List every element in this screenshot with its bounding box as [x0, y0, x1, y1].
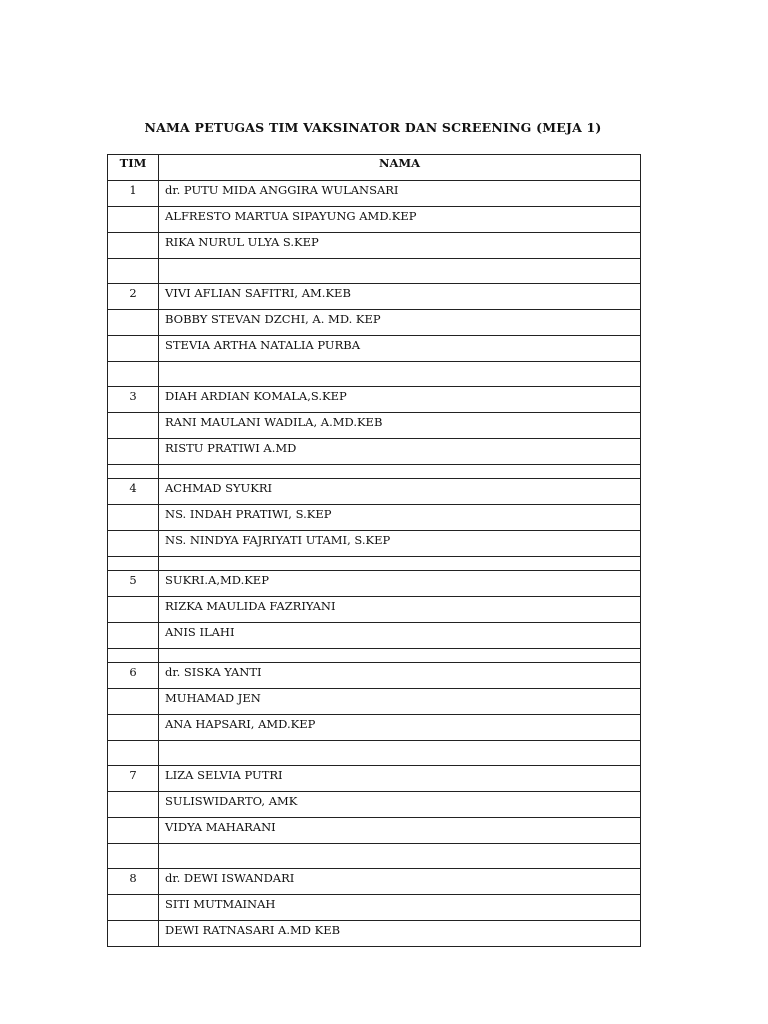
- empty-cell: [108, 741, 159, 766]
- table-row: [108, 921, 641, 947]
- table-header-row: [108, 155, 641, 181]
- empty-cell: [159, 362, 641, 387]
- table-row: [108, 439, 641, 465]
- table-row: [108, 715, 641, 741]
- table-row: [108, 505, 641, 531]
- roster-body: [108, 181, 641, 947]
- table-row: [108, 895, 641, 921]
- member-name: RIKA NURUL ULYA S.KEP: [159, 233, 641, 259]
- empty-cell: [159, 844, 641, 869]
- member-name: NS. NINDYA FAJRIYATI UTAMI, S.KEP: [159, 531, 641, 557]
- empty-cell: [108, 557, 159, 571]
- member-name: dr. DEWI ISWANDARI: [159, 869, 641, 895]
- team-number: 4: [108, 479, 159, 505]
- table-row: [108, 792, 641, 818]
- team-number: 1: [108, 181, 159, 207]
- column-header-nama: NAMA: [159, 155, 641, 181]
- team-number: 2: [108, 284, 159, 310]
- empty-cell: [159, 741, 641, 766]
- member-name: VIVI AFLIAN SAFITRI, AM.KEB: [159, 284, 641, 310]
- empty-cell: [108, 818, 159, 844]
- empty-cell: [108, 207, 159, 233]
- member-name: SUKRI.A,MD.KEP: [159, 571, 641, 597]
- table-row: [108, 663, 641, 689]
- member-name: dr. SISKA YANTI: [159, 663, 641, 689]
- member-name: ACHMAD SYUKRI: [159, 479, 641, 505]
- table-row: [108, 310, 641, 336]
- empty-cell: [108, 844, 159, 869]
- table-row: [108, 413, 641, 439]
- table-row: [108, 207, 641, 233]
- table-row: [108, 181, 641, 207]
- table-row: [108, 623, 641, 649]
- table-row: [108, 766, 641, 792]
- table-row: [108, 387, 641, 413]
- empty-cell: [108, 439, 159, 465]
- separator-row: [108, 362, 641, 387]
- empty-cell: [108, 895, 159, 921]
- empty-cell: [108, 336, 159, 362]
- separator-row: [108, 557, 641, 571]
- member-name: LIZA SELVIA PUTRI: [159, 766, 641, 792]
- empty-cell: [108, 623, 159, 649]
- member-name: DEWI RATNASARI A.MD KEB: [159, 921, 641, 947]
- separator-row: [108, 259, 641, 284]
- member-name: ALFRESTO MARTUA SIPAYUNG AMD.KEP: [159, 207, 641, 233]
- table-row: [108, 689, 641, 715]
- empty-cell: [108, 649, 159, 663]
- empty-cell: [159, 465, 641, 479]
- separator-row: [108, 465, 641, 479]
- separator-row: [108, 649, 641, 663]
- document-title: NAMA PETUGAS TIM VAKSINATOR DAN SCREENING (MEJA 1): [144, 120, 602, 135]
- table-row: [108, 233, 641, 259]
- member-name: STEVIA ARTHA NATALIA PURBA: [159, 336, 641, 362]
- team-number: 5: [108, 571, 159, 597]
- member-name: BOBBY STEVAN DZCHI, A. MD. KEP: [159, 310, 641, 336]
- column-header-tim: TIM: [108, 155, 159, 181]
- table-row: [108, 479, 641, 505]
- empty-cell: [108, 689, 159, 715]
- empty-cell: [159, 557, 641, 571]
- member-name: RISTU PRATIWI A.MD: [159, 439, 641, 465]
- member-name: SITI MUTMAINAH: [159, 895, 641, 921]
- team-number: 7: [108, 766, 159, 792]
- member-name: NS. INDAH PRATIWI, S.KEP: [159, 505, 641, 531]
- empty-cell: [108, 310, 159, 336]
- team-number: 3: [108, 387, 159, 413]
- table-row: [108, 571, 641, 597]
- member-name: VIDYA MAHARANI: [159, 818, 641, 844]
- empty-cell: [108, 505, 159, 531]
- member-name: RANI MAULANI WADILA, A.MD.KEB: [159, 413, 641, 439]
- empty-cell: [108, 531, 159, 557]
- team-roster-table: [107, 154, 641, 947]
- empty-cell: [108, 413, 159, 439]
- table-row: [108, 597, 641, 623]
- empty-cell: [108, 921, 159, 947]
- empty-cell: [159, 259, 641, 284]
- empty-cell: [108, 233, 159, 259]
- team-number: 6: [108, 663, 159, 689]
- table-row: [108, 531, 641, 557]
- table-row: [108, 284, 641, 310]
- empty-cell: [159, 649, 641, 663]
- empty-cell: [108, 259, 159, 284]
- separator-row: [108, 741, 641, 766]
- member-name: MUHAMAD JEN: [159, 689, 641, 715]
- table-row: [108, 818, 641, 844]
- table-row: [108, 869, 641, 895]
- empty-cell: [108, 715, 159, 741]
- member-name: DIAH ARDIAN KOMALA,S.KEP: [159, 387, 641, 413]
- member-name: SULISWIDARTO, AMK: [159, 792, 641, 818]
- table-row: [108, 336, 641, 362]
- member-name: ANIS ILAHI: [159, 623, 641, 649]
- separator-row: [108, 844, 641, 869]
- empty-cell: [108, 597, 159, 623]
- member-name: ANA HAPSARI, AMD.KEP: [159, 715, 641, 741]
- team-number: 8: [108, 869, 159, 895]
- member-name: RIZKA MAULIDA FAZRIYANI: [159, 597, 641, 623]
- member-name: dr. PUTU MIDA ANGGIRA WULANSARI: [159, 181, 641, 207]
- empty-cell: [108, 465, 159, 479]
- empty-cell: [108, 792, 159, 818]
- empty-cell: [108, 362, 159, 387]
